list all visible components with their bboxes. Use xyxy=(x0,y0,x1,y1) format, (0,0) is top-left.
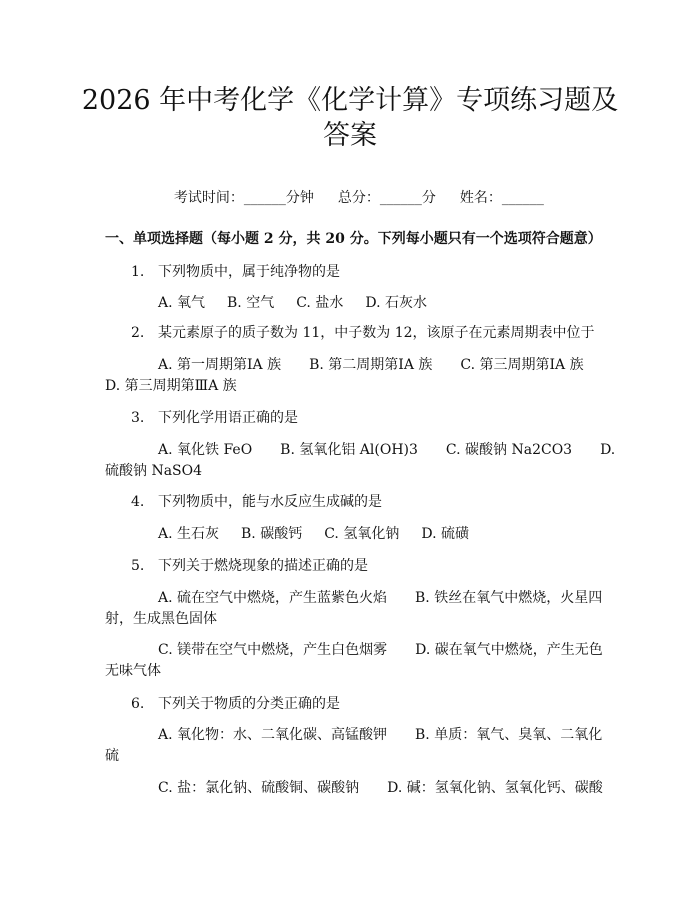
question-number: 3. xyxy=(131,410,145,426)
question-text: 下列化学用语正确的是 xyxy=(158,410,298,426)
question-text: 下列关于物质的分类正确的是 xyxy=(158,696,340,712)
page-title-line2: 答案 xyxy=(323,120,377,151)
question-text: 下列物质中，能与水反应生成碱的是 xyxy=(158,494,382,510)
exam-info xyxy=(0,168,700,228)
question-3 xyxy=(131,408,298,428)
question-3-options-line1: A. 氧化铁 FeO B. 氢氧化铝 Al(OH)3 C. 碳酸钠 Na2CO3 D. xyxy=(158,442,616,458)
option-d: D. 硫磺 xyxy=(421,526,469,542)
question-2 xyxy=(131,323,595,343)
question-6-options-line1: A. 氧化物：水、二氧化碳、高锰酸钾 B. 单质：氧气、臭氧、二氧化 xyxy=(158,727,603,743)
question-5-options-line3: C. 镁带在空气中燃烧，产生白色烟雾 D. 碳在氧气中燃烧，产生无色 xyxy=(158,642,603,658)
question-3-options-line2: 硫酸钠 NaSO4 xyxy=(105,463,203,479)
question-2-options-line1: A. 第一周期第ⅠA 族 B. 第二周期第ⅠA 族 C. 第三周期第ⅠA 族 xyxy=(158,357,584,373)
option-c: C. 盐水 xyxy=(296,295,344,311)
total-score-field: 总分：______分 xyxy=(337,190,436,206)
option-b: B. 空气 xyxy=(227,295,275,311)
question-5-options-line1: A. 硫在空气中燃烧，产生蓝紫色火焰 B. 铁丝在氧气中燃烧，火星四 xyxy=(158,590,603,606)
question-4-options xyxy=(158,524,491,544)
question-6-options-line2: 硫 xyxy=(105,748,119,764)
question-number: 5. xyxy=(131,558,145,574)
option-d: D. 石灰水 xyxy=(365,295,427,311)
question-5-options-line4: 无味气体 xyxy=(105,663,161,679)
question-text: 某元素原子的质子数为 11，中子数为 12，该原子在元素周期表中位于 xyxy=(158,325,595,341)
page-title-line1: 2026 年中考化学《化学计算》专项练习题及 xyxy=(81,85,619,116)
option-b: B. 碳酸钙 xyxy=(241,526,303,542)
question-number: 6. xyxy=(131,696,145,712)
option-a: A. 氧气 xyxy=(158,295,206,311)
question-number: 1. xyxy=(131,264,145,280)
question-5 xyxy=(131,556,368,576)
exam-time-field: 考试时间：______分钟 xyxy=(173,190,314,206)
question-6-options-line3: C. 盐：氯化钠、硫酸铜、碳酸钠 D. 碱：氢氧化钠、氢氧化钙、碳酸 xyxy=(158,780,603,796)
question-text: 下列物质中，属于纯净物的是 xyxy=(158,264,340,280)
question-number: 2. xyxy=(131,325,145,341)
option-a: A. 生石灰 xyxy=(158,526,220,542)
section-heading: 一、单项选择题（每小题 2 分，共 20 分。下列每小题只有一个选项符合题意） xyxy=(105,231,602,247)
student-name-field: 姓名：______ xyxy=(459,190,544,206)
question-1-options xyxy=(158,293,449,313)
question-1 xyxy=(131,262,340,282)
question-4 xyxy=(131,492,382,512)
question-6 xyxy=(131,694,340,714)
question-5-options-line2: 射，生成黑色固体 xyxy=(105,611,217,627)
question-2-options-line2: D. 第三周期第ⅢA 族 xyxy=(105,378,237,394)
question-number: 4. xyxy=(131,494,145,510)
option-c: C. 氢氧化钠 xyxy=(324,526,400,542)
question-text: 下列关于燃烧现象的描述正确的是 xyxy=(158,558,368,574)
